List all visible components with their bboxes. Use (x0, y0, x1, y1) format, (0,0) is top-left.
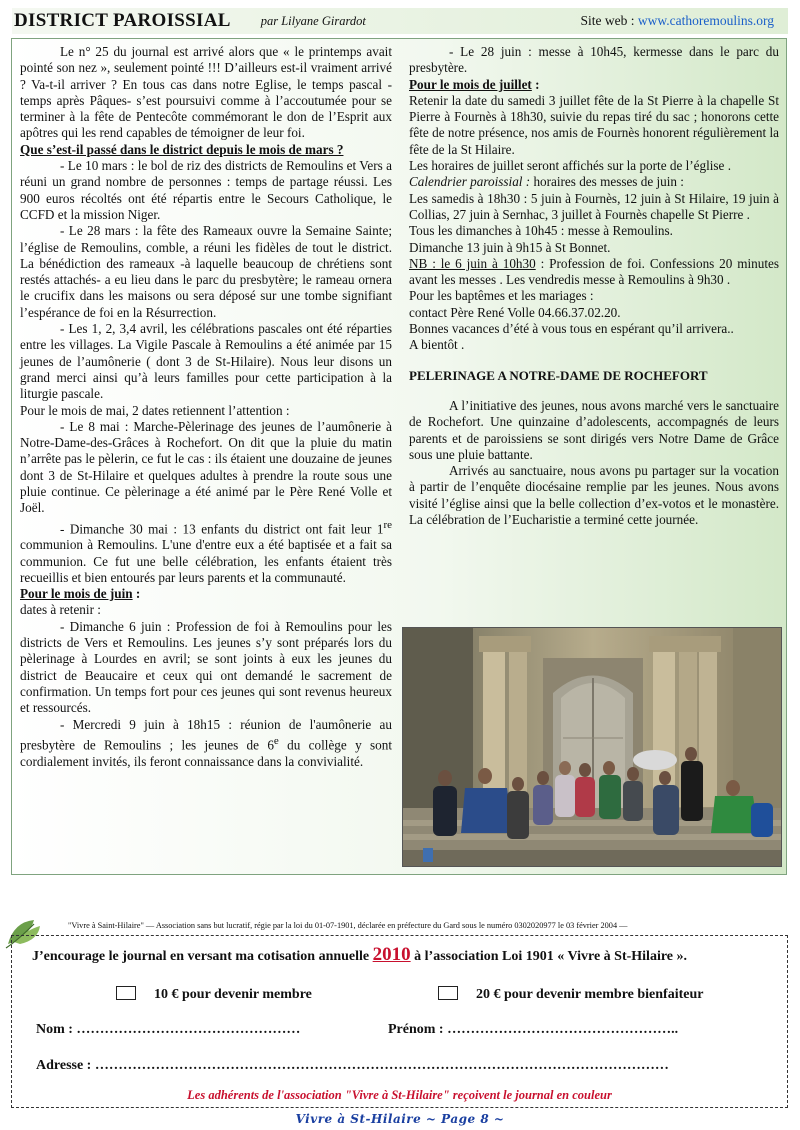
goodbye-paragraph: A bientôt . (409, 337, 465, 353)
form-note: Les adhérents de l'association "Vivre à St-Hilaire" reçoivent le journal en couleur (187, 1088, 612, 1102)
right-column (409, 44, 779, 528)
june-9-text-b: du collège y sont cordialement invités, ils feront connaissance dans la convivialité. (20, 737, 392, 769)
july-paragraph: Retenir la date du samedi 3 juillet fête de la St Pierre à la chapelle St Pierre à Fournès à 18h30, suivie du repas tiré du sac ; honorons cette fête de notre présence, nos amis de Fournès honorent régulièrement la fête de la St Hilaire. (409, 92, 779, 157)
march-28-paragraph: - Le 28 mars : la fête des Rameaux ouvre la Semaine Sainte; l’église de Remoulins, comble, a réuni les fidèles de tout le district. La bénédiction des rameaux -à laquelle beaucoup de chrétiens sont restés attachés- a eu lieu dans le parc du presbytère; le rameau ornera le crucifix dans les maisons ou sera déposé sur une tombe signifiant l’espérance de foi en la Résurrection. (20, 223, 392, 320)
june-heading-colon: : (132, 586, 141, 602)
form-intro (32, 944, 687, 966)
dates-label: dates à retenir : (20, 602, 101, 618)
website-link[interactable]: www.cathoremoulins.org (637, 13, 774, 28)
baptism-paragraph: Pour les baptêmes et les mariages : (409, 288, 594, 304)
address-field[interactable]: Adresse : …………………………………………………………………………………………………………… (36, 1058, 669, 1073)
pilgrimage-photo-drawing (403, 628, 782, 867)
pilgrimage-title: PELERINAGE A NOTRE-DAME DE ROCHEFORT (409, 367, 708, 383)
option-member-label: 10 € pour devenir membre (154, 987, 312, 1002)
may-30-paragraph (20, 517, 392, 587)
author-byline: par Lilyane Girardot (260, 13, 366, 28)
pilgrimage-paragraph-1: A l’initiative des jeunes, nous avons marché vers le sanctuaire de Rochefort. Une quinzaine d’adolescents, accompagnés de leurs parents et de paroissiens se sont dirigés vers Notre Dame de Grâce sous une pluie battante. (409, 397, 779, 462)
june-13-paragraph: Dimanche 13 juin à 9h15 à St Bonnet. (409, 239, 611, 255)
article-box (11, 38, 787, 875)
march-10-paragraph: - Le 10 mars : le bol de riz des districts de Remoulins et Vers a réuni un grand nombre de personnes : temps de partage réussi. Les 900 euros récoltés ont été répartis entre le Secours Catholique, le CCFD et la mission Niger. (20, 158, 392, 222)
june-heading-line (20, 586, 392, 602)
june-9-paragraph (20, 717, 392, 770)
option-benefactor-label: 20 € pour devenir membre bienfaiteur (476, 987, 704, 1002)
benefactor-checkbox[interactable] (438, 986, 458, 1000)
nb-text: : Profession de foi. Confessions 20 minutes avant les messes . Les vendredis messe à Remoulins à 9h30 . (409, 255, 779, 288)
firstname-field[interactable]: Prénom : ………………………………………….. (388, 1022, 679, 1037)
july-heading-line (409, 77, 779, 93)
may-30-text-b: communion à Remoulins. L'une d'entre eux a été baptisée et a fait sa communion. Ce fut une belle célébration, les enfants étaient très recueillis et bien entourés par leurs parents et la communauté. (20, 537, 392, 585)
left-column (20, 44, 392, 770)
intro-paragraph: Le n° 25 du journal est arrivé alors que « le printemps avait pointé son nez », seulement pointé !!! D’ailleurs est-il vraiment arrivé ? Va-t-il arriver ? En tous cas dans notre Eglise, le temps pascal -temps après Pâques- s’est poursuivi comme à l’accoutumée pour se terminer à la fête de Pentecôte commémorant le don de l’Esprit aux apôtres qui les rend capables de témoigner de leur foi. (20, 44, 392, 141)
page-header (12, 8, 788, 34)
name-field[interactable]: Nom : ………………………………………… (36, 1022, 301, 1037)
member-checkbox[interactable] (116, 986, 136, 1000)
option-benefactor[interactable] (438, 986, 704, 1003)
saturdays-paragraph: Les samedis à 18h30 : 5 juin à Fournès, 12 juin à St Hilaire, 19 juin à Collias, 27 juin à Sernhac, 3 juillet à Fournès chapelle St Pierre . (409, 190, 779, 222)
march-heading: Que s’est-il passé dans le district depuis le mois de mars ? (20, 141, 344, 157)
june-heading: Pour le mois de juin (20, 586, 133, 602)
nb-label: NB : le 6 juin à 10h30 (409, 255, 536, 271)
section-title: DISTRICT PAROISSIAL (14, 10, 231, 31)
form-intro-a: J’encourage le journal en versant ma cotisation annuelle (32, 949, 373, 964)
april-paragraph: - Les 1, 2, 3,4 avril, les célébrations pascales ont été réparties entre les villages. La Vigile Pascale à Remoulins a été animée par 15 jeunes de l’aumônerie ( dont 3 de St-Hilaire). Nous leur disons un grand merci ainsi qu’à leurs familles pour cette participation à la liturgie pascale. (20, 321, 392, 402)
may-intro: Pour le mois de mai, 2 dates retiennent l’attention : (20, 402, 290, 418)
june-28-paragraph: - Le 28 juin : messe à 10h45, kermesse dans le parc du presbytère. (409, 44, 779, 76)
pilgrimage-photo (402, 627, 782, 867)
june-9-text-a: - Mercredi 9 juin à 18h15 : réunion de l'aumônerie au presbytère de Remoulins ; les jeunes de 6 (20, 716, 392, 753)
calendar-text: horaires des messes de juin : (530, 174, 684, 190)
may-30-sup: re (383, 518, 392, 531)
calendar-label: Calendrier paroissial : (409, 174, 531, 190)
holidays-paragraph: Bonnes vacances d’été à vous tous en espérant qu’il arrivera.. (409, 321, 734, 337)
form-intro-b: à l’association Loi 1901 « Vivre à St-Hilaire ». (410, 949, 688, 964)
pilgrimage-paragraph-2: Arrivés au sanctuaire, nous avons pu partager sur la vocation à partir de l’enquête diocésaine remplie par les jeunes. Nous avons visité l’église ainsi que la belle collection d’ex-votos et le monastère. La célébration de l’Eucharistie a terminé cette journée. (409, 463, 779, 528)
july-heading: Pour le mois de juillet (409, 76, 532, 92)
may-30-text-a: - Dimanche 30 mai : 13 enfants du district ont fait leur 1 (60, 521, 384, 536)
page-footer (0, 1112, 800, 1127)
option-member[interactable] (116, 986, 312, 1003)
june-6-paragraph: - Dimanche 6 juin : Profession de foi à Remoulins pour les districts de Vers et Remoulins. Les jeunes s’y sont préparés lors du pèlerinage à Lourdes en avril; se sont joints à eux les jeunes du district de Beaucaire et ceux qui ont demandé le sacrement de confirmation. Un temps fort pour ces jeunes qui sont revenus heureux et ressourcés. (20, 618, 392, 716)
calendar-line (409, 174, 779, 190)
nb-paragraph (409, 256, 779, 289)
website-info (581, 13, 788, 29)
membership-form (11, 935, 788, 1108)
website-label: Site web : (580, 13, 635, 28)
membership-year: 2010 (372, 944, 411, 965)
sundays-paragraph: Tous les dimanches à 10h45 : messe à Remoulins. (409, 223, 673, 239)
july-heading-colon: : (531, 76, 540, 92)
contact-paragraph: contact Père René Volle 04.66.37.02.20. (409, 304, 621, 320)
june-9-sup: e (273, 734, 279, 747)
may-8-paragraph: - Le 8 mai : Marche-Pèlerinage des jeunes de l’aumônerie à Notre-Dame-des-Grâces à Rochefort. On dit que la pluie du matin n’arrête pas le pèlerin, ce fut le cas : ils étaient une douzaine de jeunes dont 3 de St-Hilaire et quelques adultes à prendre la route sous une pluie continue. Ce pèlerinage a été animé par le Père René Volle et Joël. (20, 418, 392, 516)
association-legal-line: "Vivre à Saint-Hilaire" — Association sans but lucratif, régie par la loi du 01-07-1901, déclarée en préfecture du Gard sous le numéro 0302020977 le 03 février 2004 — (68, 921, 628, 930)
footer-text: Vivre à St-Hilaire ~ Page 8 ~ (295, 1112, 505, 1126)
hours-paragraph: Les horaires de juillet seront affichés sur la porte de l’église . (409, 158, 732, 174)
